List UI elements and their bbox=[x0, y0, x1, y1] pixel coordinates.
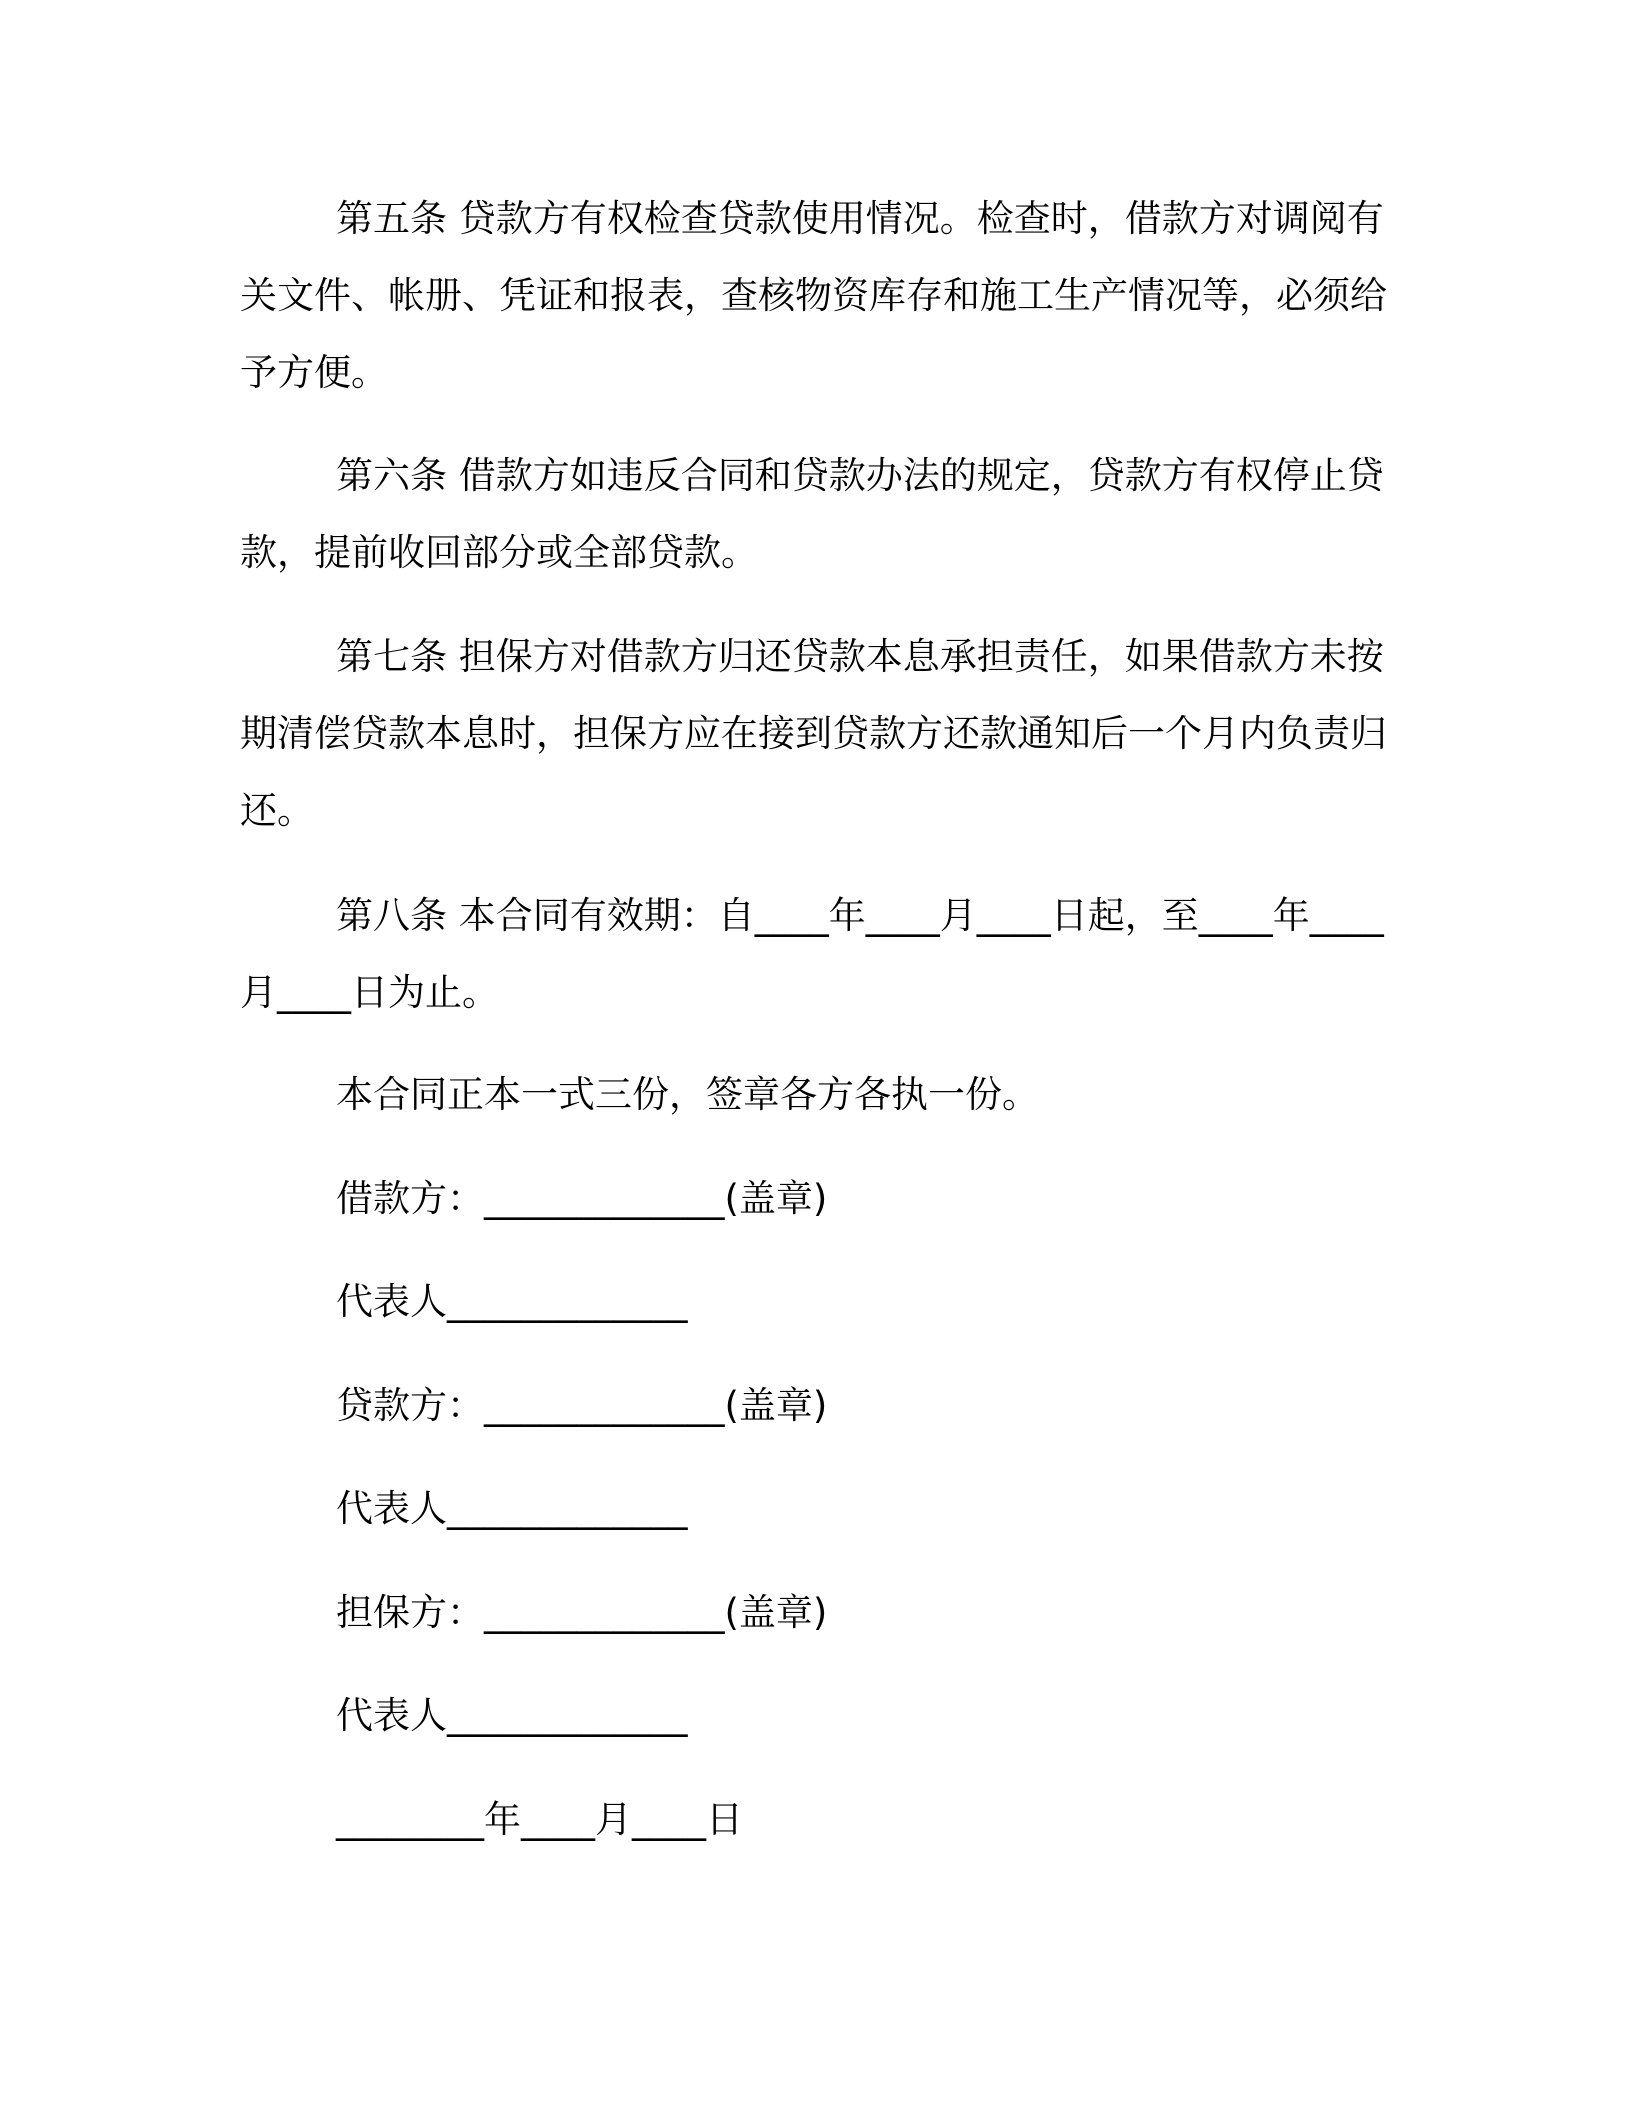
copies-statement: 本合同正本一式三份，签章各方各执一份。 bbox=[336, 1073, 1039, 1116]
article-5: 第五条 贷款方有权检查贷款使用情况。检查时，借款方对调阅有关文件、帐册、凭证和报表，查核物资库存和施工生产情况等，必须给予方便。 bbox=[240, 197, 1387, 394]
signing-date-line: ________年____月____日 bbox=[336, 1798, 743, 1841]
borrower-representative-line: 代表人_____________ bbox=[336, 1280, 688, 1323]
guarantor-representative-line: 代表人_____________ bbox=[336, 1694, 688, 1737]
borrower-signature-line: 借款方：_____________(盖章) bbox=[336, 1177, 828, 1220]
article-8: 第八条 本合同有效期：自____年____月____日起，至____年____月____日为止。 bbox=[240, 894, 1384, 1014]
guarantor-signature-line: 担保方：_____________(盖章) bbox=[336, 1591, 828, 1634]
lender-signature-line: 贷款方：_____________(盖章) bbox=[336, 1384, 828, 1427]
lender-representative-line: 代表人_____________ bbox=[336, 1487, 688, 1530]
article-6: 第六条 借款方如违反合同和贷款办法的规定，贷款方有权停止贷款，提前收回部分或全部贷款。 bbox=[240, 454, 1384, 574]
article-7: 第七条 担保方对借款方归还贷款本息承担责任，如果借款方未按期清偿贷款本息时，担保方应在接到贷款方还款通知后一个月内负责归还。 bbox=[240, 635, 1387, 832]
